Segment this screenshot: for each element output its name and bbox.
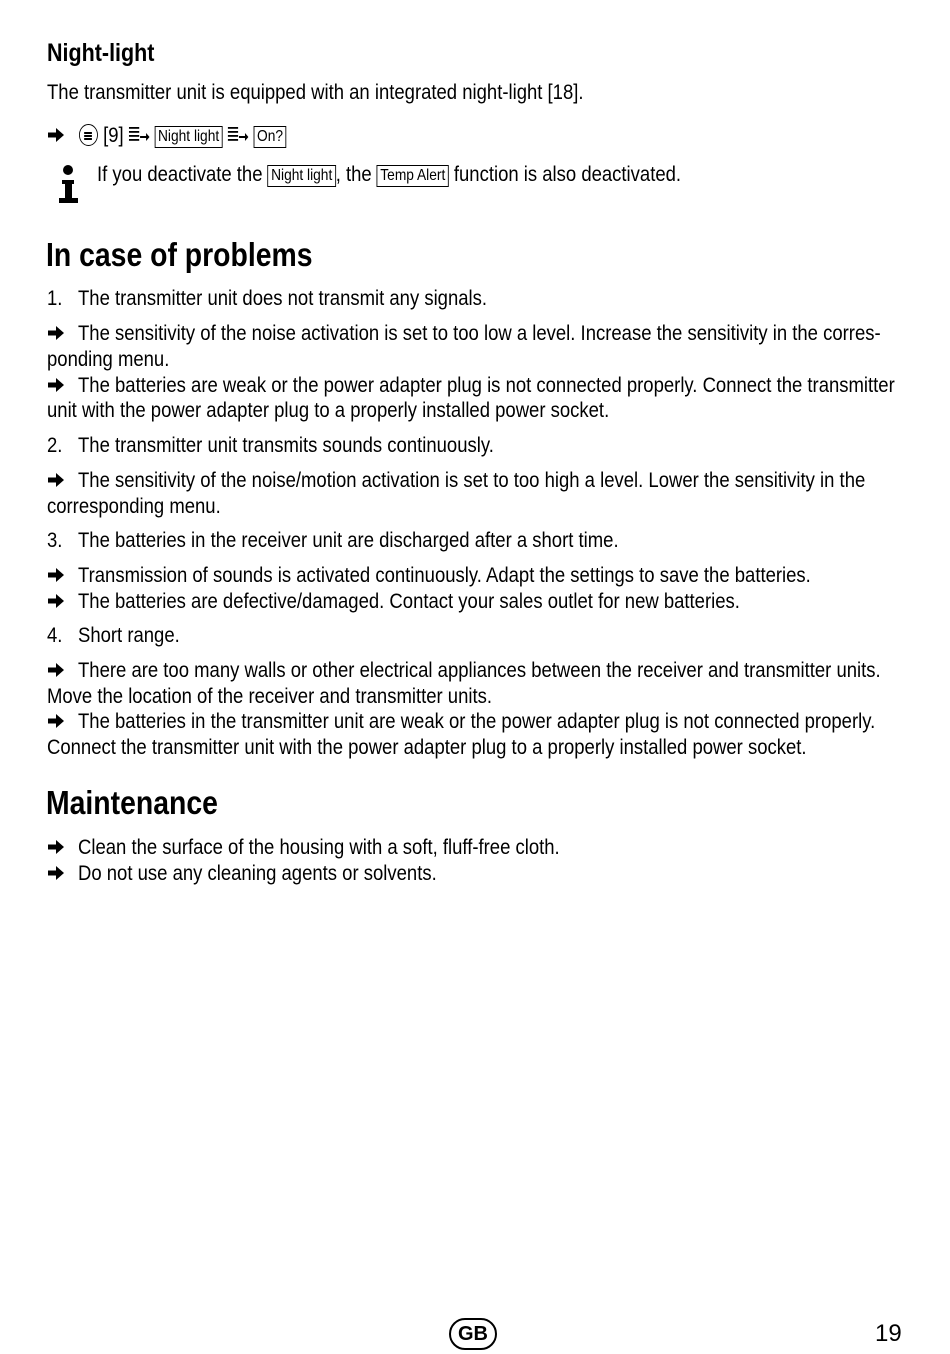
right-arrow-icon bbox=[48, 840, 64, 854]
night-light-info: If you deactivate the Night light , the Temp Alert function is also deactivated. bbox=[97, 162, 682, 186]
problem-4-solution-1: There are too many walls or other electrical appliances between the receiver and transmitter units. bbox=[78, 658, 881, 682]
problem-4-number: 4. bbox=[47, 623, 63, 647]
right-arrow-icon bbox=[48, 866, 64, 880]
problem-1-solution-2-cont: unit with the power adapter plug to a properly installed power socket. bbox=[47, 398, 610, 422]
step-reference: [9] bbox=[103, 123, 124, 147]
problem-1-text: The transmitter unit does not transmit any signals. bbox=[78, 286, 488, 310]
problem-3-number: 3. bbox=[47, 528, 63, 552]
problem-1-solution-1-cont: ponding menu. bbox=[47, 347, 170, 371]
night-light-step bbox=[79, 122, 320, 148]
menu-option-temp-alert: Temp Alert bbox=[377, 165, 449, 187]
problem-4-solution-2-cont: Connect the transmitter unit with the power adapter plug to a properly installed power socket. bbox=[47, 735, 807, 759]
problem-2-text: The transmitter unit transmits sounds continuously. bbox=[78, 433, 494, 457]
problem-2-solution-1-cont: corresponding menu. bbox=[47, 494, 221, 518]
right-arrow-icon bbox=[48, 473, 64, 487]
section-heading-problems: In case of problems bbox=[46, 236, 313, 273]
language-badge: GB bbox=[449, 1318, 497, 1350]
section-heading-night-light: Night-light bbox=[47, 39, 155, 67]
problem-2-number: 2. bbox=[47, 433, 63, 457]
problem-4-solution-2: The batteries in the transmitter unit are weak or the power adapter plug is not connected properly. bbox=[78, 709, 876, 733]
problem-1-number: 1. bbox=[47, 286, 63, 310]
scroll-list-icon bbox=[228, 126, 249, 144]
night-light-intro: The transmitter unit is equipped with an integrated night-light [18]. bbox=[47, 80, 584, 104]
info-icon bbox=[56, 164, 80, 204]
maintenance-step-1: Clean the surface of the housing with a soft, fluff-free cloth. bbox=[78, 835, 560, 859]
scroll-list-icon bbox=[129, 126, 150, 144]
problem-1-solution-1: The sensitivity of the noise activation is set to too low a level. Increase the sensitivity in the corres- bbox=[78, 321, 881, 345]
menu-option-night-light: Night light bbox=[155, 126, 223, 148]
right-arrow-icon bbox=[48, 326, 64, 340]
menu-button-icon bbox=[79, 124, 98, 146]
problem-1-solution-2: The batteries are weak or the power adapter plug is not connected properly. Connect the transmitter bbox=[78, 373, 895, 397]
right-arrow-icon bbox=[48, 128, 64, 142]
right-arrow-icon bbox=[48, 568, 64, 582]
menu-option-on: On? bbox=[254, 126, 287, 148]
problem-2-solution-1: The sensitivity of the noise/motion activation is set to too high a level. Lower the sensitivity in the bbox=[78, 468, 866, 492]
problem-3-solution-2: The batteries are defective/damaged. Contact your sales outlet for new batteries. bbox=[78, 589, 740, 613]
problem-4-solution-1-cont: Move the location of the receiver and transmitter units. bbox=[47, 684, 493, 708]
right-arrow-icon bbox=[48, 663, 64, 677]
right-arrow-icon bbox=[48, 594, 64, 608]
right-arrow-icon bbox=[48, 378, 64, 392]
problem-3-text: The batteries in the receiver unit are discharged after a short time. bbox=[78, 528, 619, 552]
problem-3-solution-1: Transmission of sounds is activated continuously. Adapt the settings to save the batteries. bbox=[78, 563, 811, 587]
section-heading-maintenance: Maintenance bbox=[46, 784, 218, 821]
problem-4-text: Short range. bbox=[78, 623, 180, 647]
menu-option-night-light: Night light bbox=[268, 165, 336, 187]
page-number: 19 bbox=[875, 1320, 902, 1347]
right-arrow-icon bbox=[48, 714, 64, 728]
maintenance-step-2: Do not use any cleaning agents or solvents. bbox=[78, 861, 437, 885]
